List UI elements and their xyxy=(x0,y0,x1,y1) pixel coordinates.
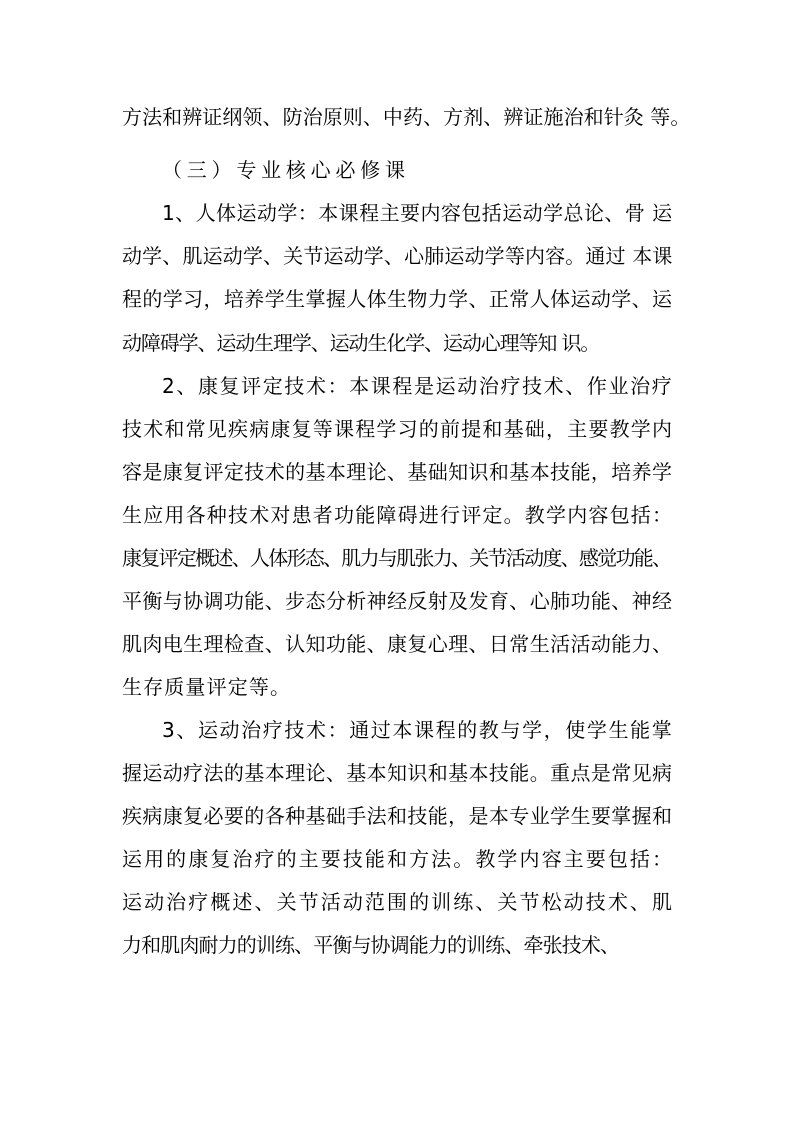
paragraph-line: 动障碍学、运动生理学、运动生化学、运动心理等知 识。 xyxy=(122,331,600,355)
paragraph-line: 方法和辨证纲领、防治原则、中药、方剂、辨证施治和针灸 等。 xyxy=(122,105,691,129)
section-heading: （三）专业核心必修课 xyxy=(162,158,410,182)
paragraph-line: 康复评定概述、人体形态、肌力与肌张力、关节活动度、感觉功能、 xyxy=(122,546,671,570)
paragraph-line: 运动治疗概述、关节活动范围的训练、关节松动技术、肌 xyxy=(122,890,675,914)
paragraph-line: 平衡与协调功能、步态分析神经反射及发育、心肺功能、神经 xyxy=(122,589,673,613)
paragraph-line: 疾病康复必要的各种基础手法和技能，是本专业学生要掌握和 xyxy=(122,804,673,828)
paragraph-line: 动学、肌运动学、关节运动学、心肺运动学等内容。通过 本课 xyxy=(122,244,673,268)
paragraph-line: 程的学习，培养学生掌握人体生物力学、正常人体运动学、运 xyxy=(122,287,673,311)
paragraph-line: 力和肌肉耐力的训练、平衡与协调能力的训练、牵张技术、 xyxy=(122,933,620,957)
paragraph-line: 2、康复评定技术：本课程是运动治疗技术、作业治疗 xyxy=(162,374,674,398)
paragraph-line: 容是康复评定技术的基本理论、基础知识和基本技能，培养学 xyxy=(122,460,673,484)
paragraph-line: 握运动疗法的基本理论、基本知识和基本技能。重点是常见病 xyxy=(122,761,673,785)
paragraph-line: 肌肉电生理检查、认知功能、康复心理、日常生活活动能力、 xyxy=(122,632,673,656)
paragraph-line: 生存质量评定等。 xyxy=(122,675,292,699)
paragraph-line: 运用的康复治疗的主要技能和方法。教学内容主要包括： xyxy=(122,847,675,871)
paragraph-line: 生应用各种技术对患者功能障碍进行评定。教学内容包括： xyxy=(122,503,674,527)
paragraph-line: 3、运动治疗技术：通过本课程的教与学，使学生能掌 xyxy=(162,718,674,742)
paragraph-line: 技术和常见疾病康复等课程学习的前提和基础，主要教学内 xyxy=(122,417,674,441)
paragraph-line: 1、人体运动学：本课程主要内容包括运动学总论、骨 运 xyxy=(162,201,673,225)
